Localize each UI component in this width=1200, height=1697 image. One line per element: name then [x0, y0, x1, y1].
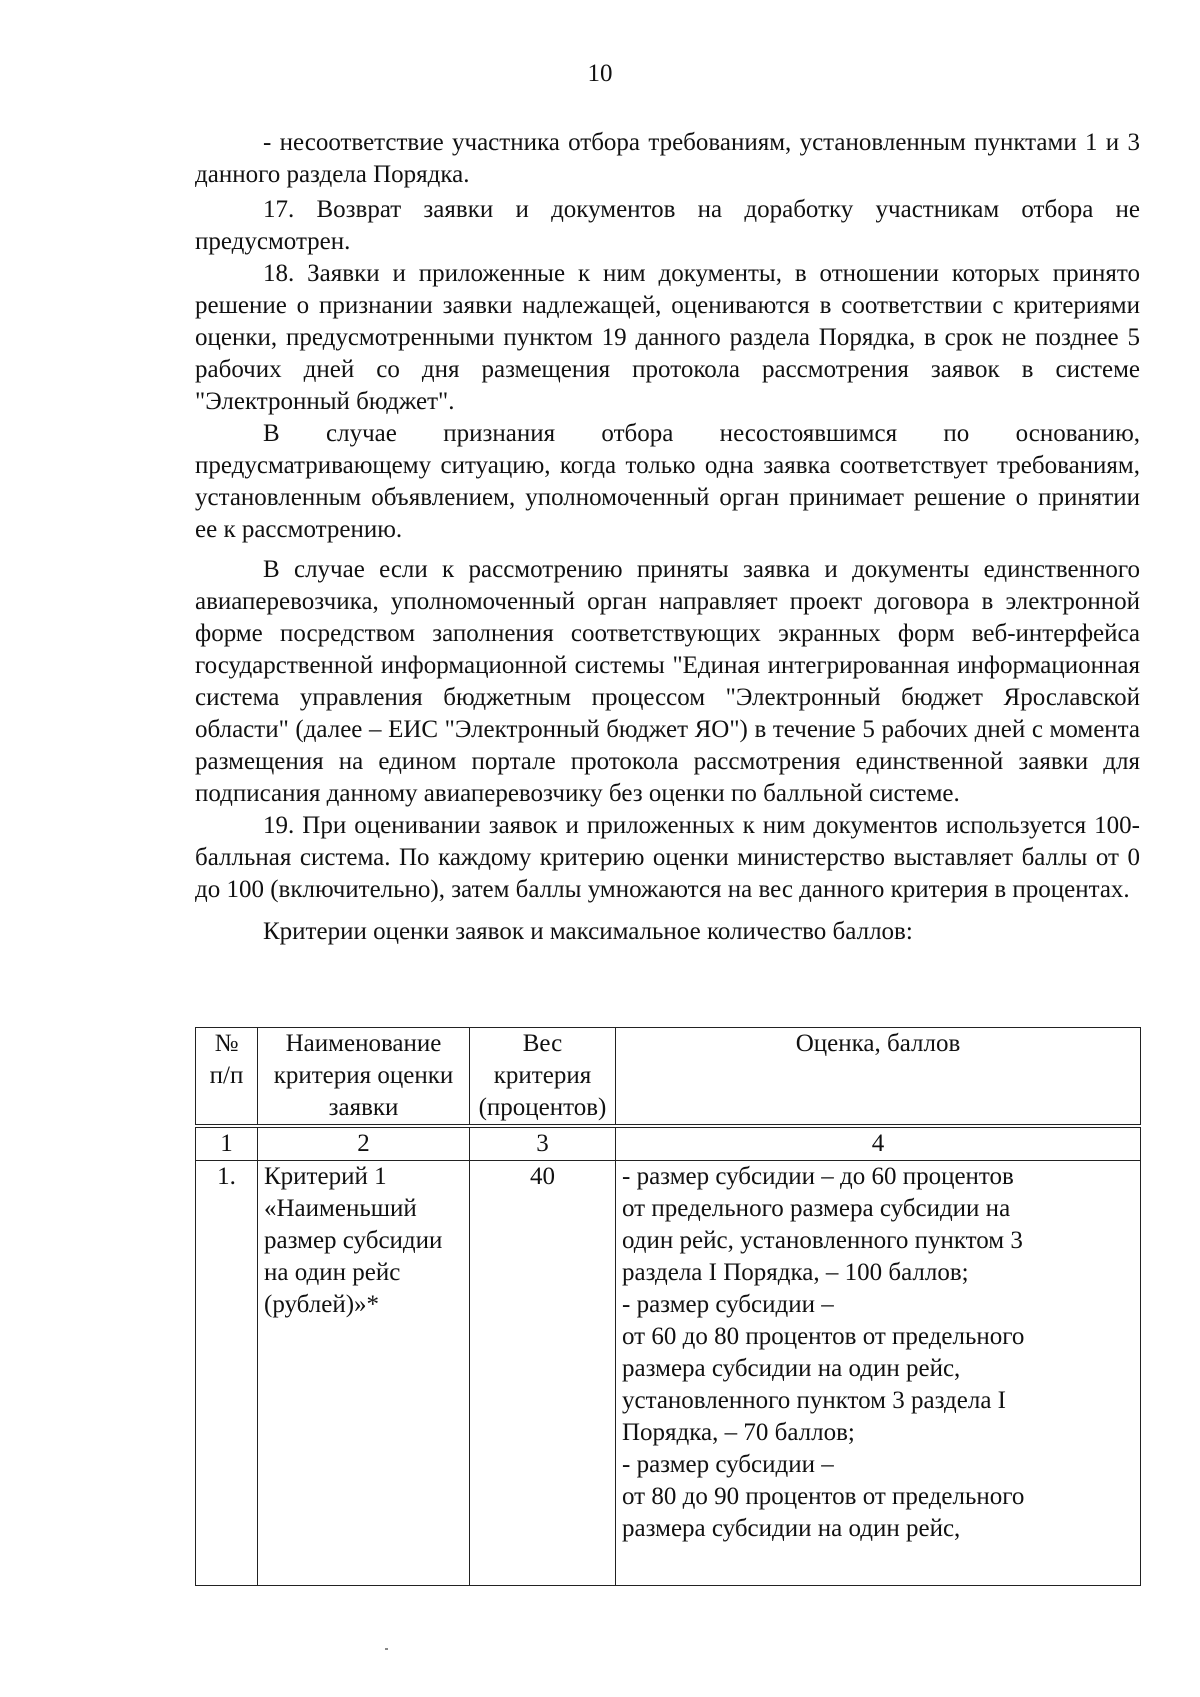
paragraph: В случае если к рассмотрению приняты заявка и документы единственного авиаперевозчика, уполномоченный орган направляет проект договора в электронной форме посредством заполнения соответствующих экранных форм веб-интерфейса государственной информационной системы "Единая интегрированная информационная система управления бюджетным процессом "Электронный бюджет Ярославской области" (далее – ЕИС "Электронный бюджет ЯО") в течение 5 рабочих дней с момента размещения на едином портале протокола рассмотрения единственной заявки для подписания данному авиаперевозчику без оценки по балльной системе.	[195, 556, 1140, 807]
paragraph: 17. Возврат заявки и документов на доработку участникам отбора не предусмотрен.	[195, 196, 1140, 255]
paragraph: - несоответствие участника отбора требованиям, установленным пунктами 1 и 3 данного раздела Порядка.	[195, 129, 1140, 188]
column-number: 3	[470, 1128, 616, 1161]
column-number: 1	[196, 1128, 258, 1161]
page-number: 10	[587, 60, 613, 87]
score-line: от 60 до 80 процентов от предельного	[622, 1323, 1025, 1350]
score-line: - размер субсидии –	[622, 1291, 834, 1318]
score-line: один рейс, установленного пунктом 3	[622, 1227, 1023, 1254]
score-line: Порядка, – 70 баллов;	[622, 1419, 855, 1446]
paragraph: В случае признания отбора несостоявшимся по основанию, предусматривающему ситуацию, когда только одна заявка соответствует требованиям, установленным объявлением, уполномоченный орган принимает решение о принятии ее к рассмотрению.	[195, 420, 1140, 543]
row-num: 1.	[196, 1161, 258, 1586]
score-line: от 80 до 90 процентов от предельного	[622, 1483, 1025, 1510]
column-number: 4	[616, 1128, 1141, 1161]
header-weight: Вес критерия (процентов)	[470, 1028, 616, 1125]
criterion-weight: 40	[470, 1161, 616, 1586]
table-row	[196, 1161, 1141, 1586]
score-line: размера субсидии на один рейс,	[622, 1515, 961, 1542]
paragraph: 19. При оценивании заявок и приложенных к ним документов используется 100-балльная система. По каждому критерию оценки министерство выставляет баллы от 0 до 100 (включительно), затем баллы умножаются на вес данного критерия в процентах.	[195, 812, 1140, 903]
column-number: 2	[258, 1128, 470, 1161]
score-line: - размер субсидии –	[622, 1451, 834, 1478]
score-line: от предельного размера субсидии на	[622, 1195, 1011, 1222]
column-number-row	[196, 1128, 1141, 1161]
criterion-score	[616, 1161, 1141, 1586]
score-line: раздела I Порядка, – 100 баллов;	[622, 1259, 969, 1286]
score-line: размера субсидии на один рейс,	[622, 1355, 961, 1382]
header-name: Наименование критерия оценки заявки	[258, 1028, 470, 1125]
paragraph: 18. Заявки и приложенные к ним документы, в отношении которых принято решение о признании заявки надлежащей, оцениваются в соответствии с критериями оценки, предусмотренными пунктом 19 данного раздела Порядка, в срок не позднее 5 рабочих дней со дня размещения протокола рассмотрения заявок в системе "Электронный бюджет".	[195, 260, 1140, 415]
header-num: № п/п	[196, 1028, 258, 1125]
criteria-table	[195, 1027, 1141, 1586]
table-header-row	[196, 1028, 1141, 1125]
score-line: установленного пунктом 3 раздела I	[622, 1387, 1006, 1414]
table-caption: Критерии оценки заявок и максимальное количество баллов:	[263, 918, 913, 945]
score-line: - размер субсидии – до 60 процентов	[622, 1163, 1014, 1190]
body-text	[195, 127, 1140, 948]
header-score: Оценка, баллов	[616, 1028, 1141, 1125]
criterion-name: Критерий 1 «Наименьший размер субсидии на один рейс (рублей)»*	[258, 1161, 470, 1586]
scan-speck	[385, 1648, 388, 1650]
